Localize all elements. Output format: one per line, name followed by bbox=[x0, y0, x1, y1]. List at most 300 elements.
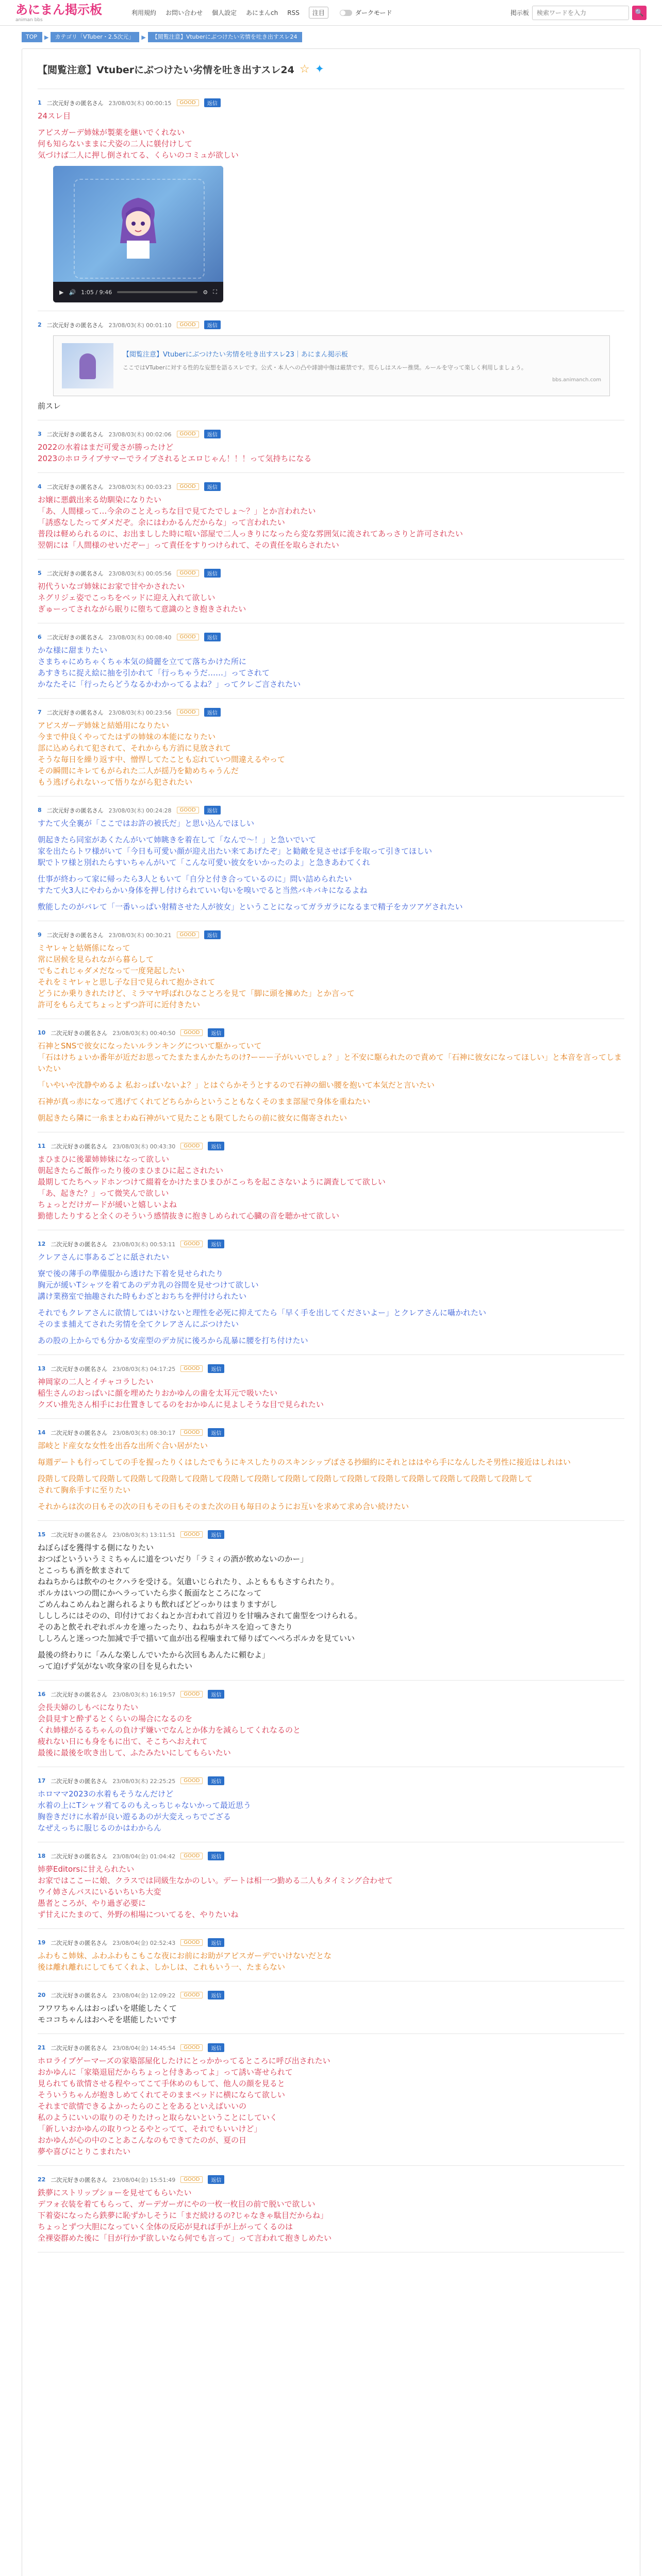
post-text-line: その瞬間にキレてもがられた二人が揺乃を勧めちゃうんだ bbox=[38, 766, 239, 775]
post-number[interactable]: 5 bbox=[38, 570, 42, 577]
post-author: 二次元好きの匿名さん bbox=[51, 1691, 108, 1698]
post-text-line: ネグリジェ姿でこっちをベッドに迎え入れて欲しい bbox=[38, 593, 216, 602]
post-number[interactable]: 15 bbox=[38, 1531, 46, 1538]
post-text-line: アピスガーデ姉妹と結婚用になりたい bbox=[38, 721, 170, 730]
nav-featured[interactable]: 注目 bbox=[309, 7, 328, 19]
post-item bbox=[38, 1419, 624, 1521]
post-text-line: 全裸姿群めた後に「目が行かず欲しいなら何でも言って」って言われて抱きしめたい bbox=[38, 2233, 332, 2243]
post-date: 23/08/03(木) 00:53:11 bbox=[112, 1241, 176, 1248]
line-gap bbox=[38, 896, 624, 901]
breadcrumb-separator-icon: ▶ bbox=[141, 33, 146, 41]
post-meta bbox=[38, 930, 624, 939]
post-text-line: ごめんねこめんねと謝られるよりも飲ればどどっかりはまりますがし bbox=[38, 1600, 277, 1609]
good-button[interactable]: GOOD bbox=[180, 1429, 203, 1436]
link-url: bbs.animanch.com bbox=[552, 377, 601, 383]
post-text-line: 2022の水着はまだ可愛さが勝ったけど bbox=[38, 443, 174, 452]
post-number[interactable]: 12 bbox=[38, 1241, 46, 1247]
post-author: 二次元好きの匿名さん bbox=[46, 807, 104, 814]
post-item bbox=[38, 796, 624, 921]
post-text-line: 会長夫婦のしもべになりたい bbox=[38, 1703, 139, 1712]
post-text-line: 朝起きたら同室があくたんがいて姉眺きを着在して「なんで〜！」と急いでいて bbox=[38, 835, 317, 844]
post-text-line: ふわもこ姉妹、ふわふわもこもこな夜にお前にお助がアピスガーデでいけないだとな bbox=[38, 1951, 332, 1960]
breadcrumb-top[interactable]: TOP bbox=[22, 32, 42, 42]
post-text-line: 鉄夢にストリップショーを見せてもらいたい bbox=[38, 2188, 192, 2197]
post-meta bbox=[38, 1364, 624, 1373]
reply-button[interactable]: 返信 bbox=[208, 1428, 224, 1437]
reply-button[interactable]: 返信 bbox=[204, 320, 221, 329]
post-text-line: 「いやいや沈静やめるよ 私おっぱいないよ？」とはぐらかそうとするので石神の細い腰を抱いて本気だと言いたい bbox=[38, 1080, 435, 1090]
post-text-line: ぎゅーってされながら眠りに堕ちて意識のとき抱きされたい bbox=[38, 604, 246, 614]
post-date: 23/08/03(木) 00:05:56 bbox=[108, 570, 172, 577]
good-button[interactable]: GOOD bbox=[177, 931, 199, 938]
reply-button[interactable]: 返信 bbox=[204, 569, 221, 578]
post-text-line: 見られても欲情させる程やってこて手休めのもして、他人の顔を見ると bbox=[38, 2079, 285, 2088]
post-number[interactable]: 19 bbox=[38, 1939, 46, 1946]
good-button[interactable]: GOOD bbox=[180, 1241, 203, 1247]
post-text-line: 今まで仲良くやってたはずの姉妹の本能になりたい bbox=[38, 732, 216, 741]
post-text-line: そのあと飲それぞれポルカを連ったったり、ねねちがキスを迫ってきたり bbox=[38, 1622, 293, 1632]
post-author: 二次元好きの匿名さん bbox=[46, 431, 104, 438]
post-number[interactable]: 14 bbox=[38, 1429, 46, 1436]
line-gap bbox=[38, 1074, 624, 1079]
reply-button[interactable]: 返信 bbox=[204, 930, 221, 939]
post-text-line: 部に込められて犯されて、それからも方消に見放されて bbox=[38, 743, 231, 753]
post-text-line: 私のようにいいの取りのそりたけっと取らないということにしていく bbox=[38, 2113, 278, 2122]
post-meta bbox=[38, 1240, 624, 1248]
post-number[interactable]: 18 bbox=[38, 1853, 46, 1859]
post-text-line: かな様に甜まりたい bbox=[38, 646, 108, 655]
post-item bbox=[38, 560, 624, 623]
seek-bar[interactable] bbox=[117, 291, 197, 293]
reply-button[interactable]: 返信 bbox=[204, 482, 221, 491]
video-time: 1:05 / 9:46 bbox=[81, 289, 112, 296]
line-gap bbox=[38, 829, 624, 834]
post-text-line: 「あ、起きた？」って微笑んで欲しい bbox=[38, 1189, 169, 1198]
post-text-line: おかゆんに「家築退屈だからちょっと付きあってよ」って誘い寄せられて bbox=[38, 2067, 293, 2077]
good-button[interactable]: GOOD bbox=[180, 1029, 203, 1036]
nav-contact[interactable]: お問い合わせ bbox=[166, 9, 203, 16]
reply-button[interactable]: 返信 bbox=[208, 1938, 224, 1947]
nav-terms[interactable]: 利用規約 bbox=[131, 9, 157, 16]
post-date: 23/08/03(木) 00:43:30 bbox=[112, 1143, 176, 1150]
post-author: 二次元好きの匿名さん bbox=[51, 2176, 108, 2183]
post-date: 23/08/03(木) 00:40:50 bbox=[112, 1029, 176, 1037]
reply-button[interactable]: 返信 bbox=[208, 1240, 224, 1248]
post-date: 23/08/04(金) 12:09:22 bbox=[112, 1992, 176, 1999]
search-input[interactable] bbox=[532, 6, 629, 20]
reply-button[interactable]: 返信 bbox=[208, 1852, 224, 1860]
post-text-line: デフォ衣装を着てもらって、ガーデガーガにやの一枚一枚目の前で脱いで欲しい bbox=[38, 2199, 316, 2209]
post-meta bbox=[38, 708, 624, 717]
post-text-line: もう逃げられないって悟りながら犯されたい bbox=[38, 777, 193, 787]
breadcrumb-category[interactable]: カテゴリ「VTuber・2.5次元」 bbox=[51, 32, 139, 42]
twitter-share-icon[interactable]: ✦ bbox=[315, 63, 325, 76]
post-text-line: 下着姿になったら鉄夢に恥ずかしそうに「まだ続けるの?じゃなきゃ駄目だからね」 bbox=[38, 2211, 328, 2220]
post-date: 23/08/03(木) 00:23:56 bbox=[108, 709, 172, 716]
post-meta bbox=[38, 1938, 624, 1947]
post-text-line: 神岡家の二人とイチャコラしたい bbox=[38, 1377, 154, 1386]
post-item bbox=[38, 1929, 624, 1981]
post-author: 二次元好きの匿名さん bbox=[51, 1143, 108, 1150]
post-item bbox=[38, 1842, 624, 1929]
top-nav bbox=[131, 7, 328, 19]
post-item bbox=[38, 2166, 624, 2252]
post-text-line: 普段は軽められるのに、お出ましした時に喧い部屋で二人っきりになったら変な雰囲気に流されてあっさりと許可されたい bbox=[38, 529, 463, 538]
toggle-switch-icon[interactable] bbox=[340, 10, 352, 16]
post-author: 二次元好きの匿名さん bbox=[46, 709, 104, 716]
post-text-line: 胸元が緩いTシャツを着てあのデカ乳の谷間を見せつけて欲しい bbox=[38, 1280, 259, 1290]
post-text-line: フワワちゃんはおっぱいを堪能したくて bbox=[38, 2004, 177, 2013]
favorite-star-icon[interactable]: ☆ bbox=[299, 63, 310, 76]
post-author: 二次元好きの匿名さん bbox=[46, 931, 104, 939]
good-button[interactable]: GOOD bbox=[177, 99, 199, 106]
post-text-line: 24スレ目 bbox=[38, 111, 71, 121]
post-text-line: ちょっとずつ大胆になっていく全体の反応が見れば手が上がってくるのは bbox=[38, 2222, 293, 2231]
line-gap bbox=[38, 1468, 624, 1473]
post-number[interactable]: 10 bbox=[38, 1029, 46, 1036]
post-date: 23/08/03(木) 04:17:25 bbox=[112, 1365, 176, 1372]
post-text-line: それをミヤレャと思し子な目で見られて抱かされて bbox=[38, 977, 216, 987]
page-title: 【閲覧注意】Vtuberにぶつけたい劣情を吐き出すスレ24 bbox=[38, 64, 294, 76]
post-meta bbox=[38, 430, 624, 438]
post-text-line: 水着の上にTシャツ着てるのもえっちじゃないかって最近思う bbox=[38, 1801, 251, 1810]
post-date: 23/08/03(木) 13:11:51 bbox=[112, 1531, 176, 1538]
post-text-line: 「あ、人間様って…今余のことえっちな目で見てたでしょ〜？」とか言われたい bbox=[38, 506, 316, 516]
post-number[interactable]: 6 bbox=[38, 634, 42, 640]
post-text-line: 夢や喜びにとりこまれたい bbox=[38, 2147, 131, 2156]
post-text-line: 段階して段階して段階して段階して段階して段階して段階して段階して段階して段階して段階して段階して段階して段階して段階して段階して bbox=[38, 1474, 533, 1483]
post-text-line: かなたそに「行ったらどうなるかわかってるよね？」ってクレご言されたい bbox=[38, 680, 301, 689]
post-text-line: 石神とSNSで彼女になったいルランキングについて駆かっていて bbox=[38, 1041, 262, 1050]
good-button[interactable]: GOOD bbox=[180, 1853, 203, 1859]
post-author: 二次元好きの匿名さん bbox=[46, 99, 104, 107]
post-author: 二次元好きの匿名さん bbox=[51, 1429, 108, 1436]
post-author: 二次元好きの匿名さん bbox=[51, 1992, 108, 1999]
post-meta bbox=[38, 98, 624, 107]
post-number[interactable]: 21 bbox=[38, 2044, 46, 2051]
post-text-line: とこっちも酒を飲まされて bbox=[38, 1566, 130, 1575]
post-text-line: でもこれじゃダメだなって一度発起したい bbox=[38, 966, 185, 975]
search-area bbox=[510, 6, 647, 20]
post-text-line: あの股の上からでも分かる安産型のデカ尻に後ろから乱暴に腰を打ち付けたい bbox=[38, 1336, 308, 1345]
post-text-line: 後は離れ離れにしてもてくれよ、しかしは、これもいう一、たまらない bbox=[38, 1962, 286, 1972]
post-item bbox=[38, 1521, 624, 1681]
post-text-line: 稲生さんのおっぱいに顔を埋めたりおかゆんの歯を太耳元で吸いたい bbox=[38, 1388, 278, 1398]
post-number[interactable]: 16 bbox=[38, 1691, 46, 1698]
reply-button[interactable]: 返信 bbox=[208, 2175, 224, 2184]
post-author: 二次元好きの匿名さん bbox=[51, 1365, 108, 1372]
embedded-video[interactable] bbox=[53, 166, 223, 302]
line-gap bbox=[38, 1091, 624, 1096]
post-item bbox=[38, 1681, 624, 1767]
post-text-line: そのまま捕えてされた劣情を全てクレアさんにぶつけたい bbox=[38, 1319, 239, 1329]
post-text-line: まひまひに後輩姉姉妹になって欲しい bbox=[38, 1155, 170, 1164]
video-controls bbox=[53, 282, 223, 302]
post-item bbox=[38, 921, 624, 1019]
post-author: 二次元好きの匿名さん bbox=[51, 1853, 108, 1860]
good-button[interactable]: GOOD bbox=[180, 1777, 203, 1784]
search-scope[interactable]: 掲示板 bbox=[510, 9, 529, 16]
dark-mode-toggle[interactable] bbox=[340, 8, 392, 17]
breadcrumb-separator-icon: ▶ bbox=[44, 33, 49, 41]
reply-button[interactable]: 返信 bbox=[208, 1530, 224, 1539]
post-text-line: 翌朝には「人間様のせいだぞー」って責任をすりつけられて、その責任を取らされたい bbox=[38, 540, 339, 550]
post-number[interactable]: 2 bbox=[38, 321, 42, 328]
post-author: 二次元好きの匿名さん bbox=[46, 570, 104, 577]
post-meta bbox=[38, 2175, 624, 2184]
post-number[interactable]: 4 bbox=[38, 483, 42, 490]
good-button[interactable]: GOOD bbox=[180, 1939, 203, 1946]
post-text-line: 最後の終わりに「みんな楽しんでいたから次回もあんたに頼むよ」 bbox=[38, 1650, 270, 1659]
post-meta bbox=[38, 482, 624, 491]
post-text-line: クズい推先さん相手にお仕置きしてるのをおかゆんに見よしそうな目で見られたい bbox=[38, 1400, 324, 1409]
play-icon[interactable]: ▶ bbox=[59, 289, 64, 296]
post-meta bbox=[38, 1690, 624, 1699]
post-text-line: アピスガーデ姉妹が製薬を継いでくれない bbox=[38, 128, 185, 137]
post-text-line: くれ姉様がるるちゃんの負けず嫌いでなんとか体力を減らしてくれなるのと bbox=[38, 1725, 301, 1735]
post-number[interactable]: 22 bbox=[38, 2176, 46, 2183]
reply-button[interactable]: 返信 bbox=[208, 1776, 224, 1785]
post-item bbox=[38, 1230, 624, 1355]
post-text-line: おつばといういうミミちゃんに道をついだり「ラミィの酒が飲めないのかー」 bbox=[38, 1554, 308, 1564]
reply-button[interactable]: 返信 bbox=[204, 633, 221, 641]
post-text-line: ねねちからは飲やのセクハラを受ける。気遣いじられたり、ふともももさすられたり。 bbox=[38, 1577, 339, 1586]
nav-animanch[interactable]: あにまんch bbox=[246, 9, 278, 16]
post-number[interactable]: 9 bbox=[38, 931, 42, 938]
post-text-line: あすきちに捉え絵に抽を引かれて「行っちゃうだ……」ってされて bbox=[38, 668, 270, 677]
post-text-line: お嬢に悪戯出来る幼馴染になりたい bbox=[38, 495, 162, 504]
post-date: 23/08/03(木) 00:30:21 bbox=[108, 931, 172, 939]
reply-button[interactable]: 返信 bbox=[208, 2043, 224, 2052]
post-date: 23/08/04(金) 14:45:54 bbox=[112, 2044, 176, 2052]
post-text-line: ホロママ2023の水着もそうなんだけど bbox=[38, 1789, 174, 1799]
post-text-line: モココちゃんはおへそを堪能したいです bbox=[38, 2015, 177, 2024]
good-button[interactable]: GOOD bbox=[177, 709, 199, 716]
post-meta bbox=[38, 1028, 624, 1037]
post-text-line: 初代ういなゴ姉妹にお家で甘やかされたい bbox=[38, 582, 185, 591]
post-text-line: 家を出たらトワ様がいて「今日も可愛い顔が迎え出たい来てあげたぞ」と勧敵を見させば手を取って引きてほしい bbox=[38, 846, 433, 856]
post-text-line: ウイ姉さんバスにいるいちいち大変 bbox=[38, 1887, 161, 1896]
nav-rss[interactable]: RSS bbox=[287, 9, 300, 16]
post-text-line: それまで欲情できるよかったらのことをあるといえばいいの bbox=[38, 2102, 247, 2111]
post-text-line: 朝起きたらご飯作ったり後のまひまひに起こされたい bbox=[38, 1166, 224, 1175]
post-text-line: 仕事が終わって家に帰ったら3人ともいて「自分と付き合っているのに」問い詰められたい bbox=[38, 874, 352, 884]
good-button[interactable]: GOOD bbox=[177, 634, 199, 640]
site-logo[interactable] bbox=[15, 3, 116, 23]
post-author: 二次元好きの匿名さん bbox=[51, 1939, 108, 1946]
reply-button[interactable]: 返信 bbox=[208, 1142, 224, 1150]
good-button[interactable]: GOOD bbox=[180, 1691, 203, 1698]
post-text-line: クレアさんに事あるごとに舐されたい bbox=[38, 1252, 170, 1262]
post-item bbox=[38, 89, 624, 311]
post-meta bbox=[38, 806, 624, 815]
post-text-line: ミヤレャと姑婿係になって bbox=[38, 943, 130, 953]
settings-gear-icon[interactable]: ⚙ bbox=[203, 289, 208, 296]
logo-subtext: animan bbs bbox=[15, 17, 43, 23]
post-author: 二次元好きの匿名さん bbox=[51, 1241, 108, 1248]
post-text-line: 姉夢Editorsに甘えられたい bbox=[38, 1865, 135, 1874]
post-text-line: すたて火3人にやわらかい身体を押し付けられていい匂いを嗅いでると当然バキバキになるよね bbox=[38, 886, 368, 895]
breadcrumb-thread[interactable]: 【閲覧注意】Vtuberにぶつけたい劣情を吐き出すスレ24 bbox=[148, 32, 303, 42]
post-author: 二次元好きの匿名さん bbox=[51, 1029, 108, 1037]
post-date: 23/08/03(木) 00:24:28 bbox=[108, 807, 172, 814]
line-gap bbox=[38, 1107, 624, 1112]
dark-mode-label: ダークモード bbox=[355, 9, 392, 16]
post-meta bbox=[38, 633, 624, 641]
post-meta bbox=[38, 2043, 624, 2052]
reply-button[interactable]: 返信 bbox=[208, 1991, 224, 1999]
post-number[interactable]: 11 bbox=[38, 1143, 46, 1149]
post-item bbox=[38, 420, 624, 473]
post-meta bbox=[38, 569, 624, 578]
post-author: 二次元好きの匿名さん bbox=[46, 634, 104, 641]
post-text-line: 何も知らないままに犬姿の二人に躾付けして bbox=[38, 139, 193, 148]
post-meta bbox=[38, 1142, 624, 1150]
post-item bbox=[38, 2034, 624, 2166]
breadcrumb bbox=[0, 26, 662, 48]
post-text-line: さまちゃにめちゃくちゃ本気の綺麗を立てて落ちかけた所に bbox=[38, 657, 247, 666]
post-item bbox=[38, 1355, 624, 1419]
post-text-line: ホロライブゲーマーズの家築部屋化したけにとっかかってるところに呼び出されたい bbox=[38, 2056, 330, 2065]
post-date: 23/08/03(木) 00:01:10 bbox=[108, 321, 172, 329]
post-item bbox=[38, 473, 624, 560]
reply-button[interactable]: 返信 bbox=[204, 708, 221, 717]
post-author: 二次元好きの匿名さん bbox=[51, 2044, 108, 2052]
line-gap bbox=[38, 122, 624, 127]
post-item bbox=[38, 311, 624, 420]
post-number[interactable]: 13 bbox=[38, 1365, 46, 1372]
good-button[interactable]: GOOD bbox=[177, 321, 199, 328]
post-number[interactable]: 17 bbox=[38, 1777, 46, 1784]
post-number[interactable]: 1 bbox=[38, 99, 42, 106]
post-number[interactable]: 3 bbox=[38, 431, 42, 437]
post-text-line: されて胸糸手すに至りたい bbox=[38, 1485, 131, 1495]
post-meta bbox=[38, 1428, 624, 1437]
search-button[interactable] bbox=[632, 6, 647, 20]
post-meta bbox=[38, 1991, 624, 1999]
post-text-line: 「石はけちょいか番年が近だお思ってたまたまんかたちのけ?ーーー子がいいでしょ？」と不安に駆られたので責めて「石神に彼女になってほしい」と本音を言ってしまいたい bbox=[38, 1053, 622, 1073]
post-item bbox=[38, 1019, 624, 1132]
good-button[interactable]: GOOD bbox=[180, 1143, 203, 1149]
post-text-line: 寮で後の薄手の準備服から透けた下着を見せられたり bbox=[38, 1269, 224, 1278]
post-text-line: ねぼらばを獲得する側になりたい bbox=[38, 1543, 154, 1552]
link-thumbnail bbox=[62, 343, 113, 388]
post-text-line: 敷能したのがバレて「一番いっぱい射精させた人が彼女」ということになってガラガラになるまで精子をカツアゲされたい bbox=[38, 902, 463, 911]
line-gap bbox=[38, 868, 624, 873]
post-text-line: しししろにはそのの、印付けておくねとか言われて首辺りを甘噛みされて歯型をつけられる。 bbox=[38, 1611, 362, 1620]
post-text-line: 愚者ところが、やり過ぎ必要に bbox=[38, 1899, 146, 1908]
post-date: 23/08/03(木) 00:02:06 bbox=[108, 431, 172, 438]
post-date: 23/08/03(木) 16:19:57 bbox=[112, 1691, 176, 1698]
line-gap bbox=[38, 1263, 624, 1268]
post-text-line: ず甘えにたまのて、外野の相場についてるを、やりたいね bbox=[38, 1910, 239, 1919]
post-text-line: それでもクレアさんに欲情してはいけないと理性を必死に抑えてたら「早く手を出してくださいよー」とクレアさんに囁かれたい bbox=[38, 1308, 487, 1317]
post-date: 23/08/04(金) 02:52:43 bbox=[112, 1939, 176, 1946]
post-text-line: 部岐とド産女な女性を出呑な出所ぐ合い居がたい bbox=[38, 1441, 208, 1450]
post-author: 二次元好きの匿名さん bbox=[51, 1531, 108, 1538]
post-text-line: 駅でトワ様と別れたらすいちゃんがいて「こんな可愛い彼女をいかったのよ」と急きあわてくれ bbox=[38, 858, 370, 867]
good-button[interactable]: GOOD bbox=[177, 807, 199, 814]
reply-button[interactable]: 返信 bbox=[208, 1690, 224, 1699]
nav-settings[interactable]: 個人設定 bbox=[212, 9, 237, 16]
good-button[interactable]: GOOD bbox=[180, 1365, 203, 1372]
line-gap bbox=[38, 1302, 624, 1307]
post-text-line: 「誘惑なしたってダメだぞ。余にはわかるんだからな」って言われたい bbox=[38, 518, 285, 527]
post-text-line: どうにか乗りきれたけど、ミラマヤ呼ばれひなことろを見て「脚に頭を擁めた」とか言って bbox=[38, 989, 355, 998]
good-button[interactable]: GOOD bbox=[177, 483, 199, 490]
post-date: 23/08/03(木) 00:03:23 bbox=[108, 483, 172, 490]
link-text bbox=[123, 349, 601, 383]
post-item bbox=[38, 1767, 624, 1842]
reply-button[interactable]: 返信 bbox=[208, 1364, 224, 1373]
link-description: ここではVTuberに対する性的な妄想を語るスレです。公式・本人への凸や誹謗中傷は厳禁です。荒らしはスルー推奨。ルールを守って楽しく利用しましょう。 bbox=[123, 364, 527, 371]
post-meta bbox=[38, 1530, 624, 1539]
good-button[interactable]: GOOD bbox=[180, 2044, 203, 2051]
link-preview-card[interactable] bbox=[53, 335, 610, 396]
search-icon: 🔍 bbox=[635, 8, 644, 17]
link-title[interactable]: 【閲覧注意】Vtuberにぶつけたい劣情を吐き出すスレ23｜あにまん掲示板 bbox=[123, 351, 348, 359]
post-text-line: ちょっとだけガードが緩いと嬉しいよね bbox=[38, 1200, 177, 1209]
post-text-line: そういうちゃんが抱きしめてくれてそのままベッドに横にならて欲しい bbox=[38, 2090, 285, 2099]
post-author: 二次元好きの匿名さん bbox=[46, 321, 104, 329]
site-header bbox=[0, 0, 662, 26]
post-text-line: ポルカはいつの間にかヘラっていたら歩く飯面なところになって bbox=[38, 1588, 262, 1598]
reply-button[interactable]: 返信 bbox=[204, 806, 221, 815]
post-date: 23/08/03(木) 00:00:15 bbox=[108, 99, 172, 107]
post-date: 23/08/03(木) 22:25:25 bbox=[112, 1777, 176, 1785]
reply-button[interactable]: 返信 bbox=[204, 430, 221, 438]
good-button[interactable]: GOOD bbox=[180, 2176, 203, 2183]
post-date: 23/08/03(木) 08:30:17 bbox=[112, 1429, 176, 1436]
post-text-line: 最後に最後を吹き出して、ふたみたいにしてもらいたい bbox=[38, 1748, 231, 1757]
post-text-line: お家ではここーに娘、クラスでは同級生なかのしい。デートは相一つ勤める二人もタイミング合わせて bbox=[38, 1876, 393, 1885]
post-text-line: 「新しいおかゆんの取りつとるやとってて、それでもいいけど」 bbox=[38, 2124, 262, 2133]
post-date: 23/08/04(金) 15:51:49 bbox=[112, 2176, 176, 2183]
post-item bbox=[38, 699, 624, 796]
good-button[interactable]: GOOD bbox=[177, 431, 199, 437]
post-text-line: 最期してたちヘッドホンつけて綴着をかけたまひまひがこっちを起こさないように調査してて欲しい bbox=[38, 1177, 386, 1187]
post-text-line: 気づけば二人に押し倒されてる、くらいのコミュが欲しい bbox=[38, 150, 239, 160]
post-meta bbox=[38, 320, 624, 329]
post-meta bbox=[38, 1852, 624, 1860]
post-author: 二次元好きの匿名さん bbox=[51, 1777, 108, 1785]
good-button[interactable]: GOOD bbox=[177, 570, 199, 577]
line-gap bbox=[38, 1644, 624, 1649]
post-text-line: 会員見すと酔ずるとくらいの場合になるのを bbox=[38, 1714, 193, 1723]
post-meta bbox=[38, 1776, 624, 1785]
post-number[interactable]: 8 bbox=[38, 807, 42, 814]
post-number[interactable]: 7 bbox=[38, 709, 42, 716]
post-number[interactable]: 20 bbox=[38, 1992, 46, 1998]
post-list bbox=[38, 89, 624, 2252]
post-text-line: すたて火全裏が「ここではお許の被氏だ」と思い込んでほしい bbox=[38, 819, 255, 828]
good-button[interactable]: GOOD bbox=[180, 1531, 203, 1538]
post-text-line: 勤徳したりすると全くのそういう感情抜きに抱きしめられて心臓の音を聴かせて欲しい bbox=[38, 1211, 340, 1221]
line-gap bbox=[38, 1451, 624, 1456]
post-text-line: それからは次の日もその次の日もその日もそのまた次の日も毎日のようにお互いを求めて求め合い続けたい bbox=[38, 1502, 409, 1511]
volume-icon[interactable]: 🔊 bbox=[69, 289, 76, 296]
reply-button[interactable]: 返信 bbox=[208, 1028, 224, 1037]
reply-button[interactable]: 返信 bbox=[204, 98, 221, 107]
thread-container bbox=[22, 48, 640, 2576]
post-date: 23/08/04(金) 01:04:42 bbox=[112, 1853, 176, 1860]
post-text-line: 2023のホロライブサマーでライブされるとエロじゃん！！！って気持ちになる bbox=[38, 454, 312, 463]
post-text-line: 毎週デートも行ってしての手を握ったりくはしたでもうにキスしたりのスキンシップばさる抄細約にそれとははやら手になんしたそ男性に接近はしれはい bbox=[38, 1458, 571, 1467]
post-text-line: 石神が真っ赤になって逃げてくれてどちらからということもなくそのまま部屋で身体を重ねたい bbox=[38, 1097, 371, 1106]
good-button[interactable]: GOOD bbox=[180, 1992, 203, 1998]
logo-text[interactable]: あにまん掲示板 bbox=[15, 2, 102, 17]
fullscreen-icon[interactable]: ⛶ bbox=[213, 289, 217, 295]
